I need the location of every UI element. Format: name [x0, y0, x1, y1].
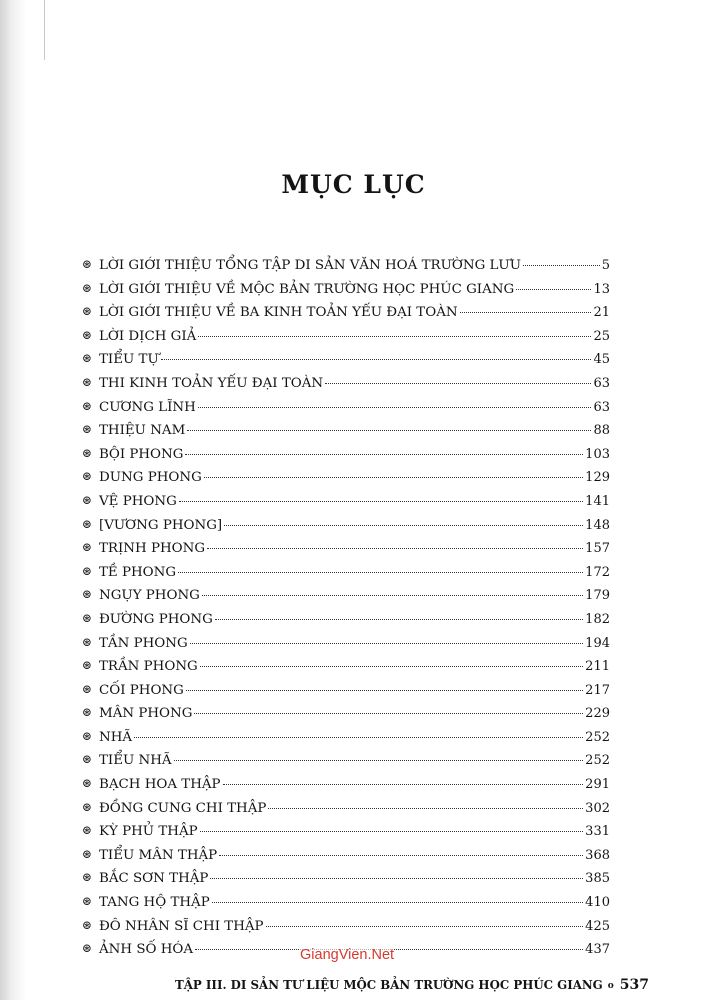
toc-entry-title: NGỤY PHONG [99, 588, 200, 604]
toc-entry-page: 103 [585, 446, 610, 462]
dot-leader [212, 902, 583, 903]
toc-entry[interactable] [82, 919, 610, 943]
toc-entry[interactable] [82, 376, 610, 400]
toc-entry-page: 21 [593, 305, 610, 321]
toc-entry-page: 25 [593, 328, 610, 344]
bullet-icon: ⊛ [82, 540, 93, 555]
dot-leader [194, 713, 583, 714]
dot-leader [187, 430, 591, 431]
toc-entry-title: ẢNH SỐ HÓA [99, 942, 194, 958]
bullet-icon: ⊛ [82, 327, 93, 342]
toc-entry-title: TANG HỘ THẬP [99, 895, 210, 911]
toc-entry-page: 141 [585, 493, 610, 509]
bullet-icon: ⊛ [82, 445, 93, 460]
toc-entry-page: 194 [585, 635, 610, 651]
page-binding-shadow [0, 0, 26, 1000]
dot-leader [268, 808, 583, 809]
page-footer [175, 977, 649, 993]
dot-leader [223, 784, 584, 785]
toc-entry-title: TRỊNH PHONG [99, 541, 206, 557]
bullet-icon: ⊛ [82, 610, 93, 625]
bullet-icon: ⊛ [82, 728, 93, 743]
toc-entry-page: 217 [585, 682, 610, 698]
bullet-icon: ⊛ [82, 917, 93, 932]
toc-entry-page: 172 [585, 564, 610, 580]
toc-entry[interactable] [82, 352, 610, 376]
bullet-icon: ⊛ [82, 398, 93, 413]
toc-entry-page: 291 [585, 777, 610, 793]
toc-entry[interactable] [82, 400, 610, 424]
bullet-icon: ⊛ [82, 776, 93, 791]
toc-entry-title: BỘI PHONG [99, 446, 184, 462]
dot-leader [178, 572, 583, 573]
toc-entry-page: 252 [585, 729, 610, 745]
toc-entry-page: 410 [585, 895, 610, 911]
toc-entry-page: 148 [585, 517, 610, 533]
toc-entry-page: 5 [601, 258, 610, 273]
toc-entry-page: 179 [585, 588, 610, 604]
bullet-icon: ⊛ [82, 894, 93, 909]
toc-entry[interactable] [82, 329, 610, 353]
toc-entry[interactable] [82, 612, 610, 636]
toc-entry[interactable] [82, 706, 610, 730]
toc-entry-page: 13 [593, 281, 610, 297]
dot-leader [190, 643, 584, 644]
toc-entry-title: TIỂU MÂN THẬP [99, 847, 218, 863]
toc-entry-title: DUNG PHONG [99, 470, 202, 486]
bullet-icon: ⊛ [82, 870, 93, 885]
toc-entry[interactable] [82, 518, 610, 542]
bullet-icon: ⊛ [82, 280, 93, 295]
toc-entry-page: 437 [585, 942, 610, 958]
toc-entry-title: TRẦN PHONG [99, 659, 198, 675]
dot-leader [186, 690, 583, 691]
footer-page-number: 537 [619, 977, 649, 993]
toc-entry[interactable] [82, 282, 610, 306]
toc-entry[interactable] [82, 659, 610, 683]
dot-leader [207, 548, 583, 549]
toc-entry-page: 425 [585, 918, 610, 934]
toc-entry-title: LỜI GIỚI THIỆU VỀ MỘC BẢN TRƯỜNG HỌC PHÚC GIANG [99, 281, 515, 297]
toc-entry-title: THIỆU NAM [99, 423, 186, 439]
bullet-icon: ⊛ [82, 587, 93, 602]
bullet-icon: ⊛ [82, 563, 93, 578]
toc-entry[interactable] [82, 258, 610, 282]
toc-entry-title: BẮC SƠN THẬP [99, 871, 209, 887]
toc-entry[interactable] [82, 470, 610, 494]
toc-entry[interactable] [82, 423, 610, 447]
toc-entry[interactable] [82, 565, 610, 589]
bullet-icon: ⊛ [82, 422, 93, 437]
dot-leader [174, 760, 584, 761]
dot-leader [210, 878, 583, 879]
dot-leader [202, 595, 583, 596]
toc-entry-title: VỆ PHONG [99, 493, 177, 509]
toc-entry-title: TIỂU NHÃ [99, 753, 172, 769]
bullet-icon: ⊛ [82, 257, 93, 271]
dot-leader [185, 454, 583, 455]
dot-leader [200, 831, 584, 832]
dot-leader [200, 666, 583, 667]
toc-entry-title: NHÃ [99, 729, 133, 745]
toc-entry[interactable] [82, 730, 610, 754]
toc-entry-title: CỐI PHONG [99, 682, 184, 698]
toc-entry-title: MÂN PHONG [99, 706, 193, 722]
toc-entry-page: 63 [593, 399, 610, 415]
dot-leader [460, 312, 592, 313]
footer-book-title: TẬP III. DI SẢN TƯ LIỆU MỘC BẢN TRƯỜNG HỌC PHÚC GIANG [175, 978, 603, 992]
toc-entry-title: LỜI GIỚI THIỆU VỀ BA KINH TOẢN YẾU ĐẠI TOÀN [99, 305, 458, 321]
toc-entry[interactable] [82, 777, 610, 801]
toc-entry-page: 252 [585, 753, 610, 769]
toc-entry-title: BẠCH HOA THẬP [99, 777, 221, 793]
toc-entry[interactable] [82, 871, 610, 895]
dot-leader [219, 855, 583, 856]
dot-leader [516, 289, 591, 290]
toc-entry-page: 368 [585, 847, 610, 863]
toc-entry-page: 385 [585, 871, 610, 887]
toc-entry-page: 182 [585, 611, 610, 627]
toc-entry[interactable] [82, 494, 610, 518]
bullet-icon: ⊛ [82, 752, 93, 767]
dot-leader [134, 737, 583, 738]
bullet-icon: ⊛ [82, 705, 93, 720]
bullet-icon: ⊛ [82, 941, 93, 956]
table-of-contents [82, 258, 610, 966]
toc-entry[interactable] [82, 588, 610, 612]
page-title: MỤC LỤC [281, 170, 426, 199]
bullet-icon: ⊛ [82, 634, 93, 649]
watermark: GiangVien.Net [300, 947, 395, 963]
dot-leader [179, 501, 583, 502]
toc-entry-page: 302 [585, 800, 610, 816]
toc-entry-page: 63 [593, 375, 610, 391]
toc-entry-title: [VƯƠNG PHONG] [99, 517, 223, 533]
page-edge-line [44, 0, 45, 60]
toc-entry-title: LỜI DỊCH GIẢ [99, 328, 197, 344]
toc-entry-page: 331 [585, 824, 610, 840]
bullet-icon: ⊛ [82, 823, 93, 838]
dot-leader [198, 407, 592, 408]
toc-entry-title: CƯƠNG LĨNH [99, 399, 196, 415]
bullet-icon: ⊛ [82, 846, 93, 861]
dot-leader [161, 359, 592, 360]
toc-entry-title: TỀ PHONG [99, 564, 177, 580]
toc-entry-title: KỲ PHỦ THẬP [99, 824, 198, 840]
toc-entry-page: 88 [593, 423, 610, 439]
toc-entry-page: 129 [585, 470, 610, 486]
bullet-icon: ⊛ [82, 681, 93, 696]
toc-entry[interactable] [82, 636, 610, 660]
toc-entry-page: 211 [585, 659, 610, 675]
toc-entry[interactable] [82, 824, 610, 848]
toc-entry[interactable] [82, 447, 610, 471]
toc-entry-page: 45 [593, 352, 610, 368]
bullet-icon: ⊛ [82, 658, 93, 673]
toc-entry[interactable] [82, 305, 610, 329]
toc-entry[interactable] [82, 541, 610, 565]
toc-entry[interactable] [82, 895, 610, 919]
bullet-icon: ⊛ [82, 516, 93, 531]
bullet-icon: ⊛ [82, 492, 93, 507]
toc-entry-title: LỜI GIỚI THIỆU TỔNG TẬP DI SẢN VĂN HOÁ TRƯỜNG LƯU [99, 258, 521, 273]
toc-entry-title: TIỂU TỰ [99, 352, 159, 368]
bullet-icon: ⊛ [82, 374, 93, 389]
toc-entry-title: ĐÔ NHÂN SĨ CHI THẬP [99, 918, 264, 934]
toc-entry-page: 157 [585, 541, 610, 557]
dot-leader [198, 336, 591, 337]
dot-leader [215, 619, 583, 620]
dot-leader [523, 265, 600, 266]
bullet-icon: ⊛ [82, 799, 93, 814]
bullet-icon: ⊛ [82, 304, 93, 319]
toc-entry-title: ĐỒNG CUNG CHI THẬP [99, 800, 267, 816]
bullet-icon: ⊛ [82, 351, 93, 366]
toc-entry[interactable] [82, 683, 610, 707]
toc-entry-title: ĐƯỜNG PHONG [99, 611, 213, 627]
toc-entry[interactable] [82, 801, 610, 825]
toc-entry[interactable] [82, 848, 610, 872]
bullet-icon: ⊛ [82, 469, 93, 484]
toc-entry[interactable] [82, 753, 610, 777]
dot-leader [224, 525, 583, 526]
toc-entry-title: THI KINH TOẢN YẾU ĐẠI TOÀN [99, 375, 324, 391]
toc-entry-page: 229 [585, 706, 610, 722]
dot-leader [325, 383, 591, 384]
dot-leader [266, 926, 584, 927]
dot-leader [204, 477, 583, 478]
toc-entry-title: TẦN PHONG [99, 635, 188, 651]
footer-separator-icon: o [607, 981, 614, 991]
